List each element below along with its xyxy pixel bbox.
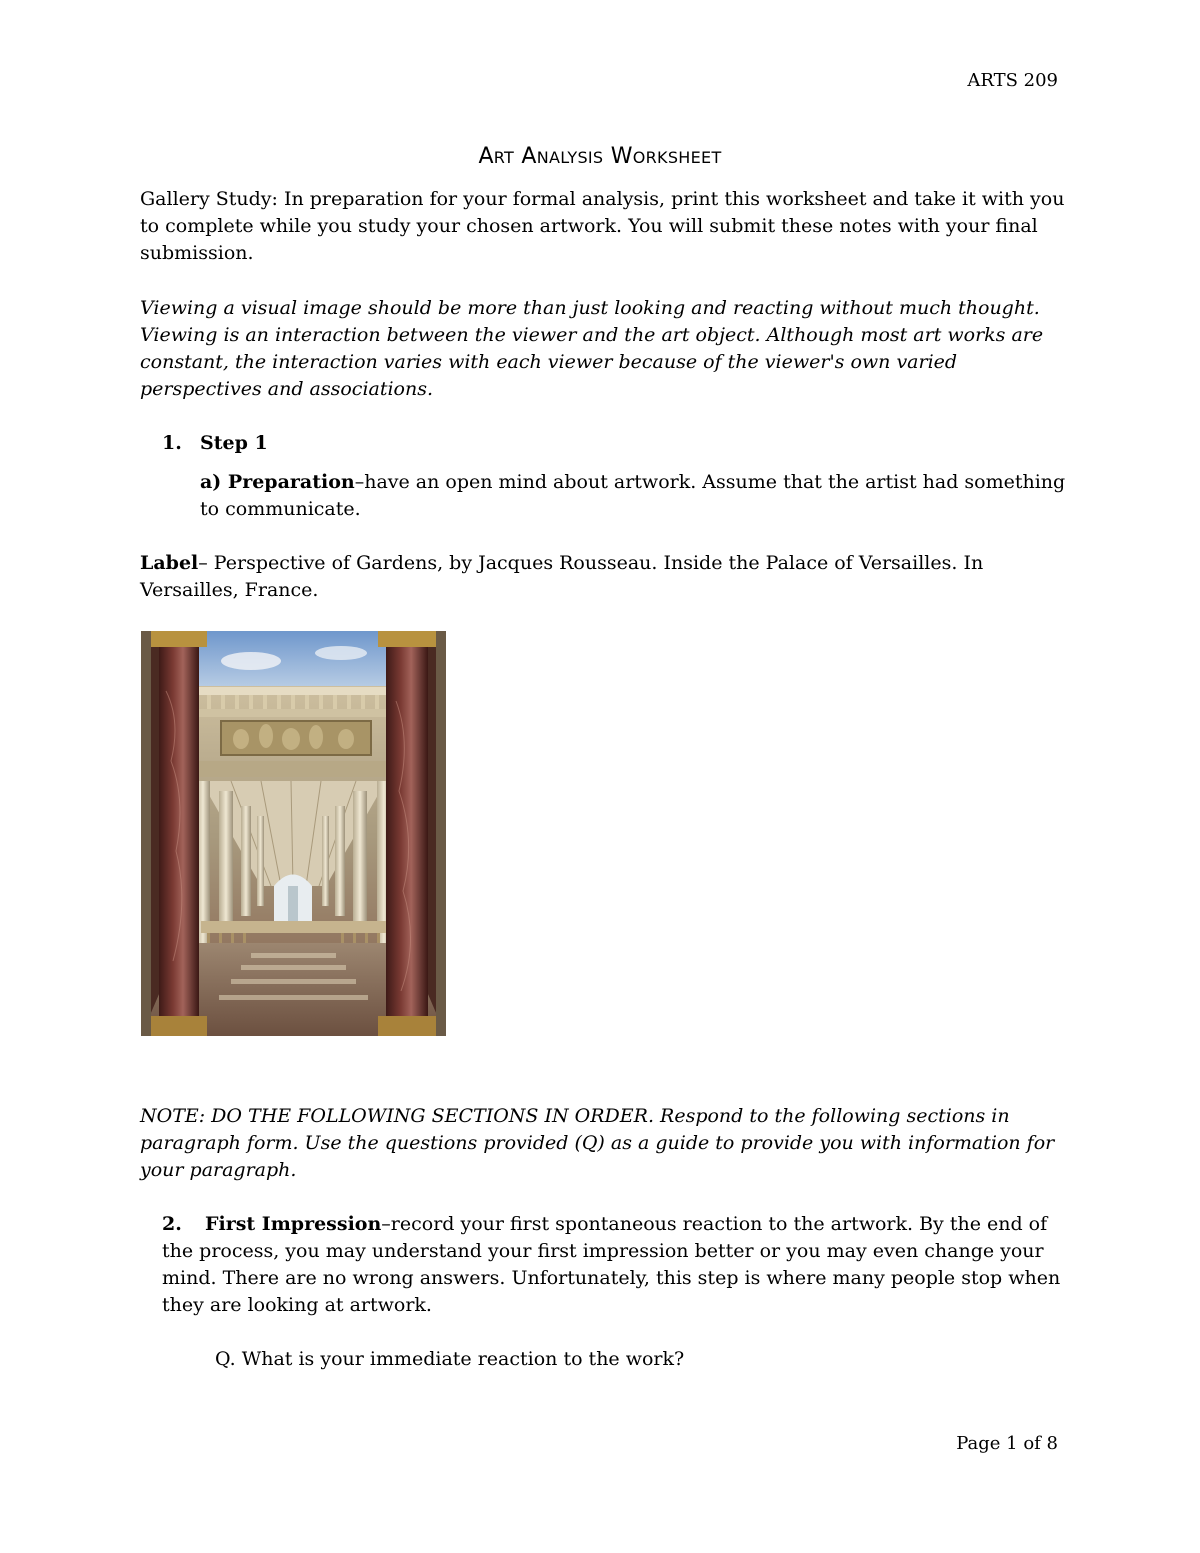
artwork-balustrade: [201, 921, 386, 933]
title-initial-2: A: [521, 144, 537, 169]
document-title: [0, 144, 1200, 169]
step-2-title: First Impression: [205, 1213, 382, 1235]
artwork-image: [141, 631, 446, 1036]
artwork-label-heading: Label: [140, 552, 199, 574]
title-initial-1: A: [478, 144, 494, 169]
step-1a-paragraph: [200, 469, 1080, 523]
title-rest-1: RT: [493, 148, 515, 167]
step-1-title: Step 1: [200, 432, 268, 454]
title-rest-3: ORKSHEET: [632, 148, 722, 167]
step-2-paragraph: [162, 1211, 1082, 1319]
artwork-label-text: – Perspective of Gardens, by Jacques Rousseau. Inside the Palace of Versailles. In Versailles, France.: [140, 552, 984, 601]
page-number: Page 1 of 8: [956, 1433, 1058, 1454]
step-1a-text: –have an open mind about artwork. Assume that the artist had something to communicate.: [200, 471, 1066, 520]
question-1: Q. What is your immediate reaction to the work?: [215, 1348, 685, 1370]
title-initial-3: W: [610, 144, 633, 169]
step-2-number: 2.: [162, 1213, 182, 1235]
artwork-right-capital: [378, 631, 436, 647]
italic-quote-paragraph: Viewing a visual image should be more than just looking and reacting without much thought. Viewing is an interaction between the viewer and the art object. Although most art works are constant, the interaction varies with each viewer because of the viewer's own varied perspectives and associations.: [140, 297, 1044, 400]
step-1-heading: [162, 430, 268, 457]
note-paragraph: NOTE: DO THE FOLLOWING SECTIONS IN ORDER. Respond to the following sections in paragraph form. Use the questions provided (Q) as a guide to provide you with information for your paragraph.: [140, 1105, 1055, 1181]
title-rest-2: NALYSIS: [536, 148, 604, 167]
step-1a-label: a) Preparation: [200, 471, 355, 493]
header-course-code: ARTS 209: [967, 70, 1058, 91]
artwork-left-capital: [151, 631, 207, 647]
step-1-number: 1.: [162, 432, 182, 454]
intro-paragraph: Gallery Study: In preparation for your formal analysis, print this worksheet and take it with you to complete while you study your chosen artwork. You will submit these notes with your final submission.: [140, 188, 1065, 264]
artwork-label-paragraph: [140, 550, 1040, 604]
step-2-text: –record your first spontaneous reaction to the artwork. By the end of the process, you may understand your first impression better or you may even change your mind. There are no wrong answers. Unfortunately, this step is where many people stop when they are looking at artwork.: [162, 1213, 1061, 1316]
